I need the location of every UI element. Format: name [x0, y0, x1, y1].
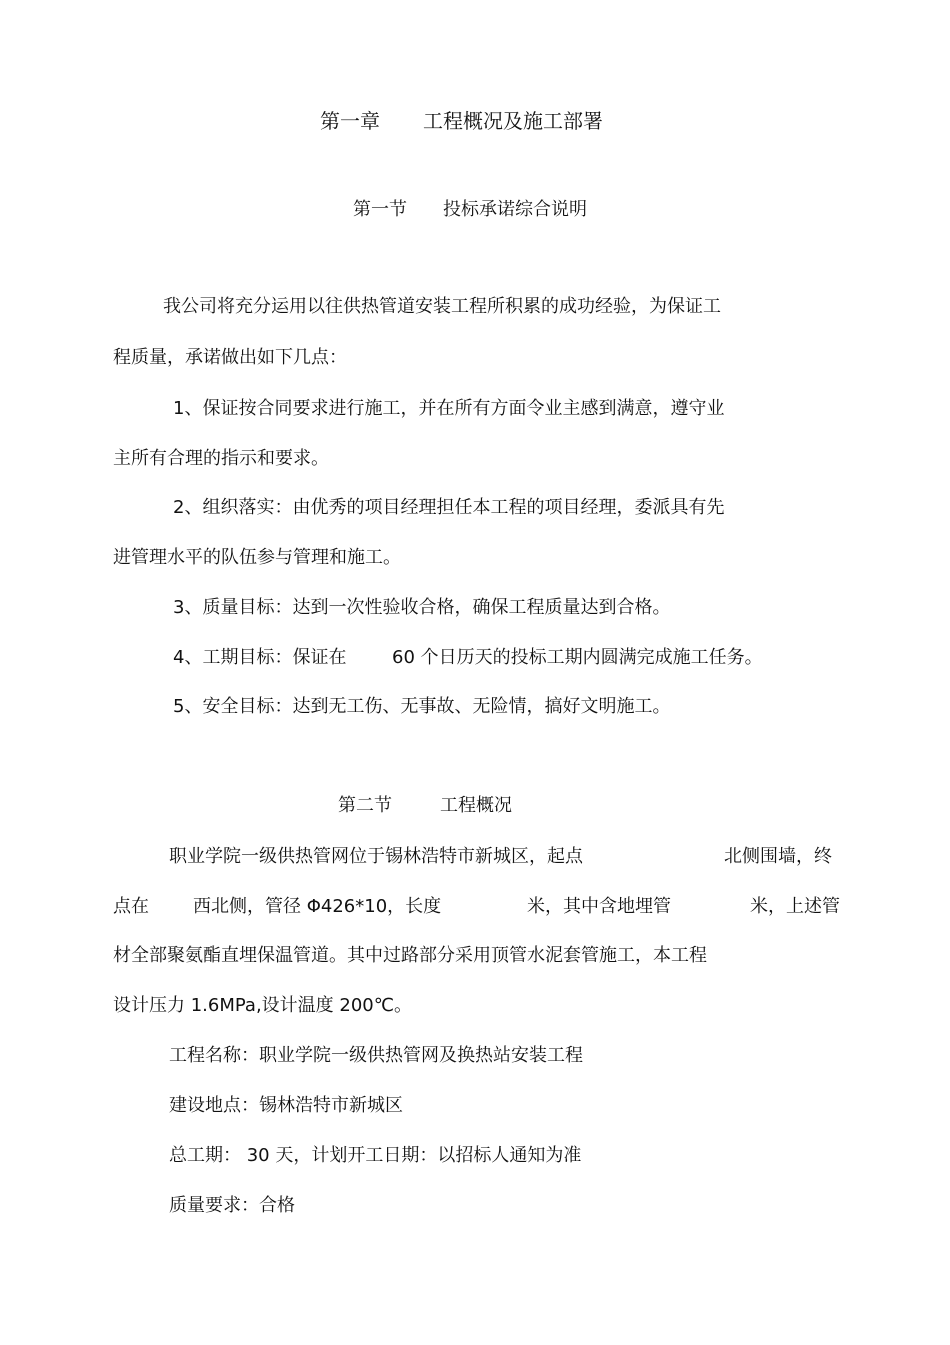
overview-line-4: 设计压力 1.6MPa,设计温度 200℃。 — [113, 995, 412, 1016]
chapter-title: 工程概况及施工部署 — [423, 109, 603, 133]
quality-requirement: 质量要求：合格 — [169, 1195, 295, 1216]
commitment-1-line-2: 主所有合理的指示和要求。 — [113, 448, 329, 469]
intro-line-1: 我公司将充分运用以往供热管道安装工程所积累的成功经验，为保证工 — [163, 296, 721, 317]
commitment-2-line-1: 2、组织落实：由优秀的项目经理担任本工程的项目经理，委派具有先 — [173, 497, 725, 518]
commitment-3: 3、质量目标：达到一次性验收合格，确保工程质量达到合格。 — [173, 597, 671, 618]
commitment-1-line-1: 1、保证按合同要求进行施工，并在所有方面令业主感到满意，遵守业 — [173, 398, 725, 419]
commitment-5: 5、安全目标：达到无工伤、无事故、无险情，搞好文明施工。 — [173, 696, 671, 717]
overview-line-1a: 职业学院一级供热管网位于锡林浩特市新城区，起点 — [169, 846, 583, 867]
commitment-4-part-2: 60 个日历天的投标工期内圆满完成施工任务。 — [392, 647, 763, 668]
section2-number: 第二节 — [338, 795, 392, 816]
section2-title: 工程概况 — [440, 795, 512, 816]
section1-title: 投标承诺综合说明 — [443, 199, 587, 220]
intro-line-2: 程质量，承诺做出如下几点： — [113, 347, 347, 368]
overview-line-2a: 点在 — [113, 896, 149, 917]
commitment-2-line-2: 进管理水平的队伍参与管理和施工。 — [113, 547, 401, 568]
overview-line-2c: 米，其中含地埋管 — [527, 896, 671, 917]
overview-line-2d: 米，上述管 — [750, 896, 840, 917]
project-name: 工程名称：职业学院一级供热管网及换热站安装工程 — [169, 1045, 583, 1066]
commitment-4-part-1: 4、工期目标：保证在 — [173, 647, 347, 668]
overview-line-2b: 西北侧，管径 Φ426*10，长度 — [193, 896, 442, 917]
section1-number: 第一节 — [353, 199, 407, 220]
overview-line-1b: 北侧围墙，终 — [724, 846, 832, 867]
overview-line-3: 材全部聚氨酯直埋保温管道。其中过路部分采用顶管水泥套管施工，本工程 — [113, 945, 707, 966]
chapter-number: 第一章 — [320, 109, 380, 133]
project-duration: 总工期： 30 天，计划开工日期：以招标人通知为准 — [169, 1145, 582, 1166]
project-location: 建设地点：锡林浩特市新城区 — [169, 1095, 403, 1116]
